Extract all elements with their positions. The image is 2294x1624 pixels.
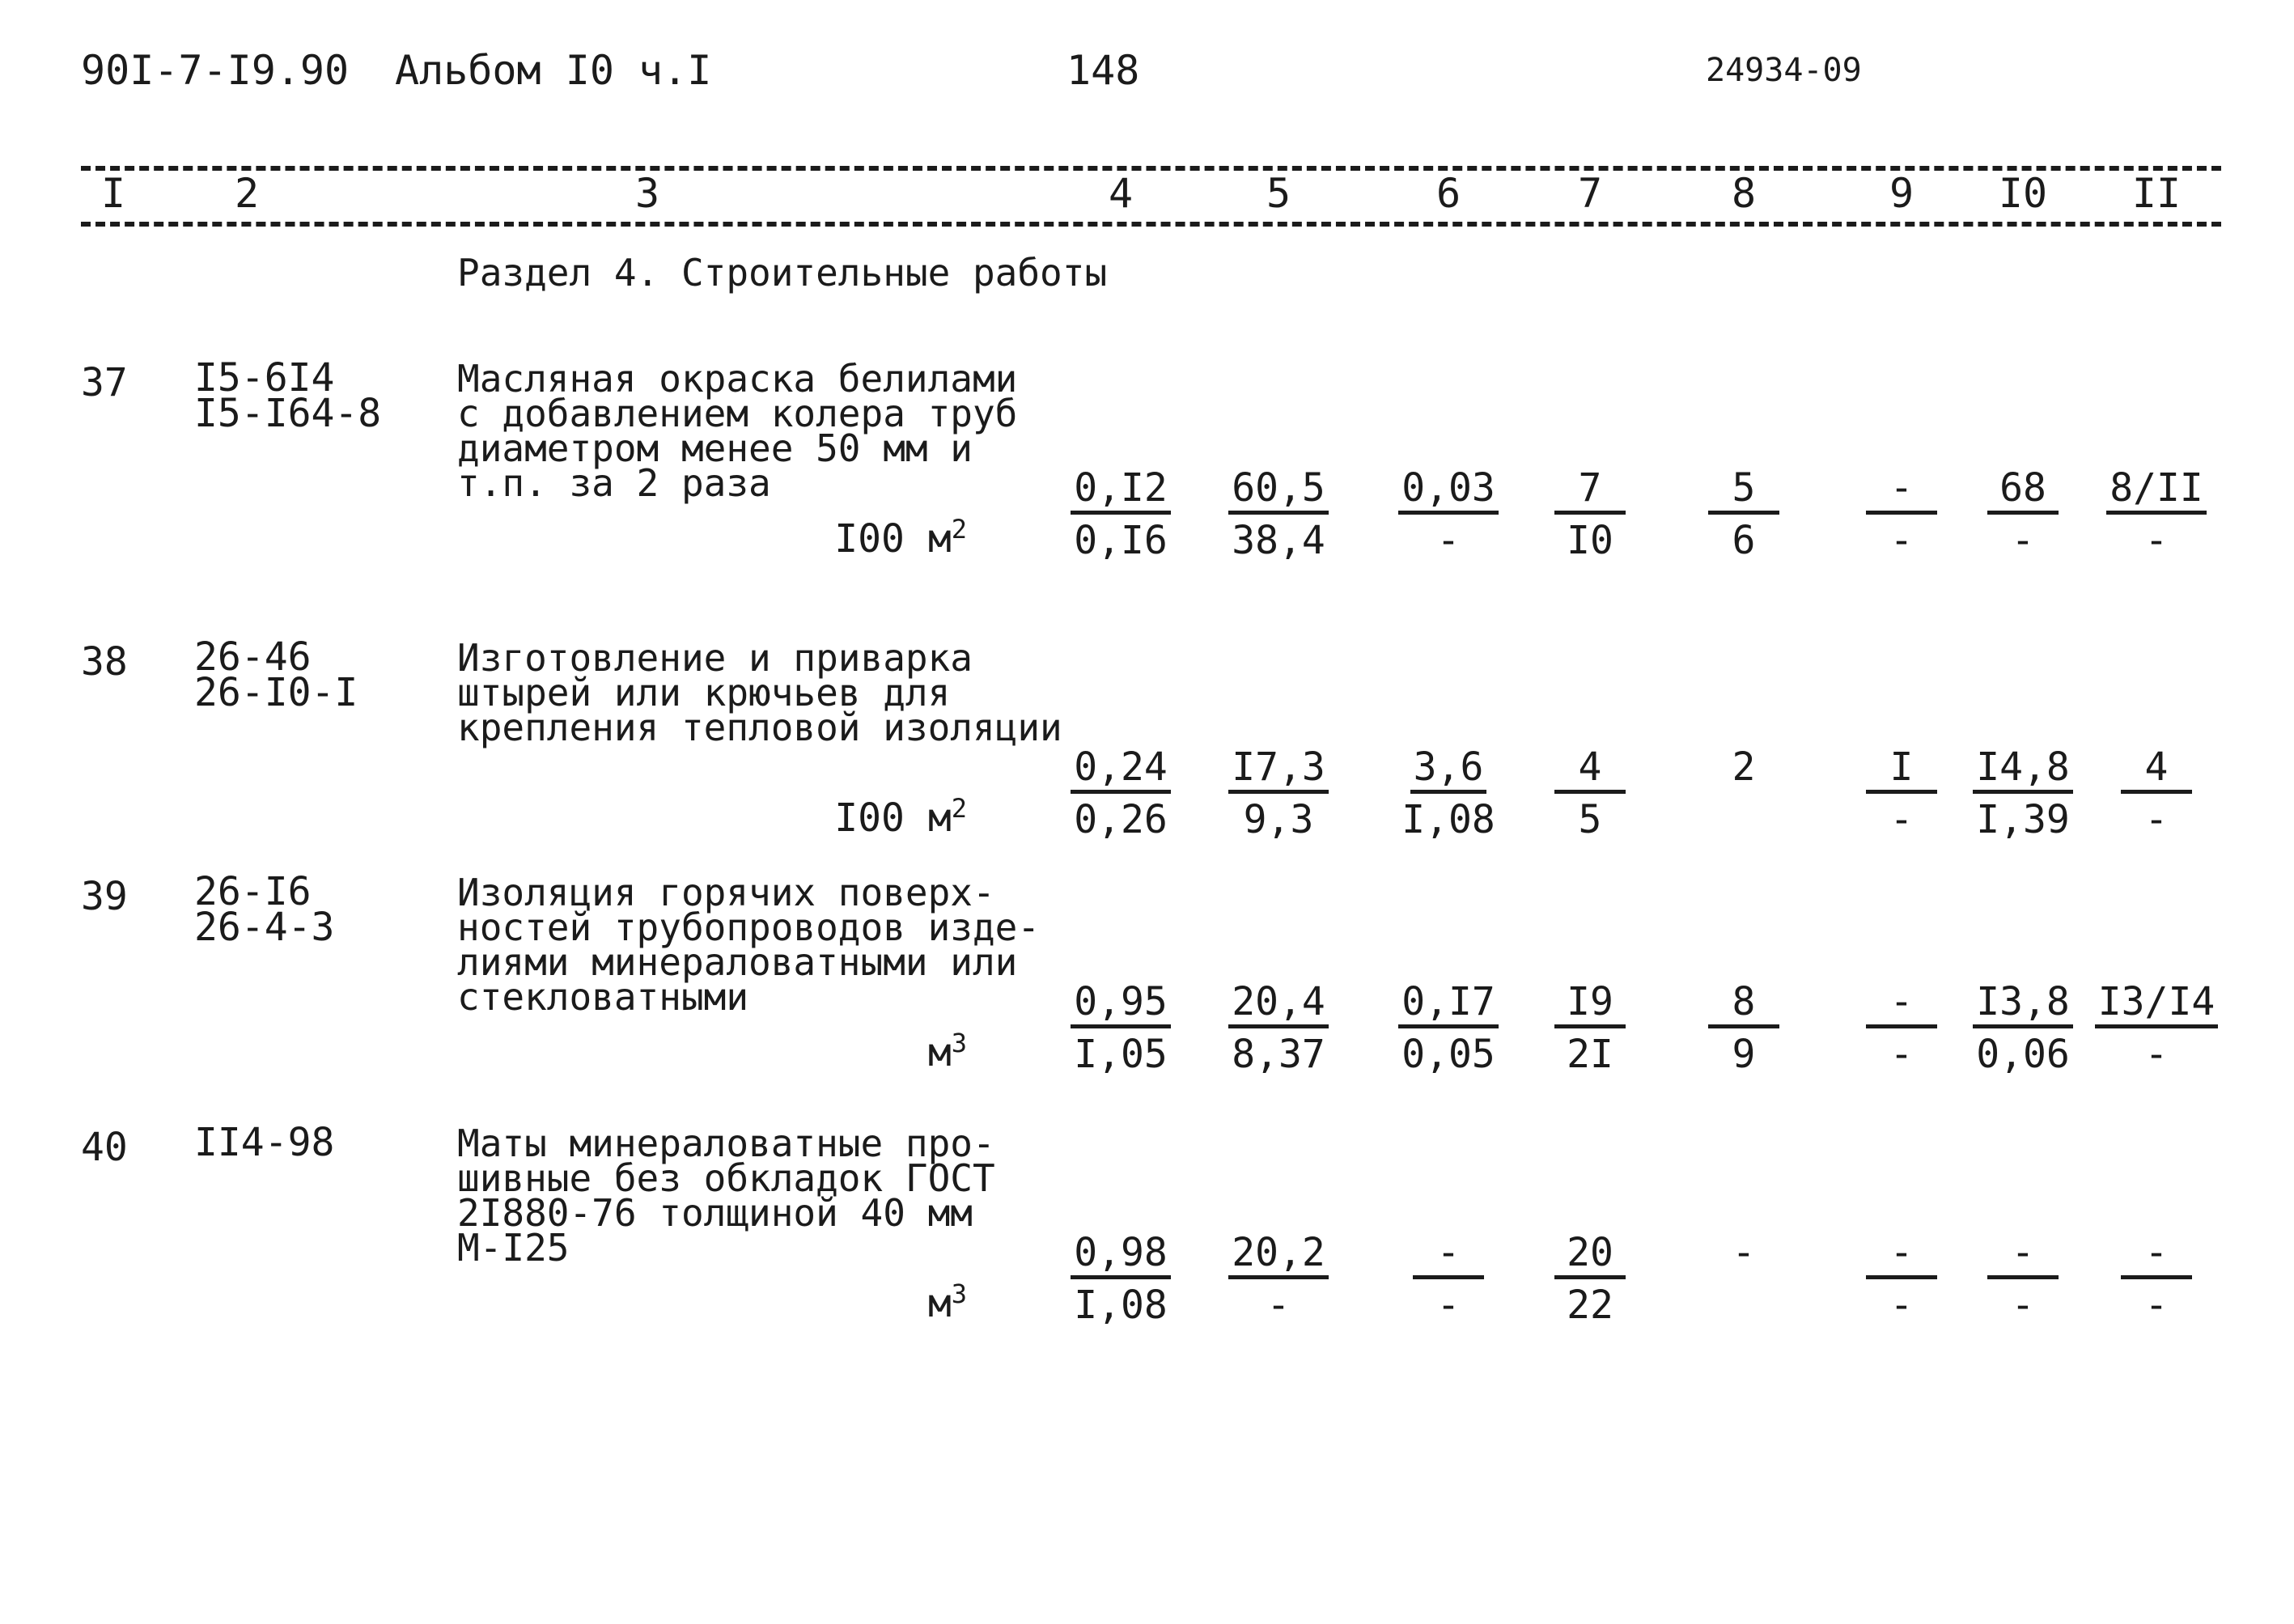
column-number-11: II <box>2131 170 2182 217</box>
column-number-4: 4 <box>1108 170 1134 217</box>
fraction-c4 <box>1052 1230 1189 1328</box>
numerator: - <box>1987 1230 2059 1279</box>
description-line: Маты минераловатные про- <box>457 1122 995 1165</box>
column-number-3: 3 <box>634 170 660 217</box>
fraction-c10 <box>1954 465 2092 563</box>
norm-code: I5-I64-8 <box>194 391 382 436</box>
fraction-c5 <box>1210 465 1347 563</box>
fraction-c5 <box>1210 1230 1347 1328</box>
numerator: 20,2 <box>1228 1230 1329 1279</box>
fraction-c4 <box>1052 979 1189 1077</box>
column-number-10: I0 <box>1998 170 2048 217</box>
denominator: - <box>2144 1283 2169 1328</box>
fraction-c9 <box>1833 465 1970 563</box>
numerator: 20,4 <box>1228 979 1329 1028</box>
description-line: крепления тепловой изоляции <box>457 706 1062 749</box>
numerator: 0,03 <box>1398 465 1499 515</box>
fraction-c6 <box>1380 1230 1517 1328</box>
numerator: 7 <box>1554 465 1626 515</box>
denominator: 0,06 <box>1976 1032 2070 1077</box>
denominator: I,08 <box>1074 1283 1168 1328</box>
description-line: 2I880-76 толщиной 40 мм <box>457 1191 973 1235</box>
fraction-c4 <box>1052 744 1189 842</box>
fraction-c9 <box>1833 744 1970 842</box>
description-line: Масляная окраска белилами <box>457 357 1018 401</box>
norm-code: 26-46 <box>194 634 312 680</box>
numerator: - <box>1866 465 1937 515</box>
numerator: I7,3 <box>1228 744 1329 794</box>
numerator: 0,98 <box>1071 1230 1171 1279</box>
denominator: I,39 <box>1976 797 2070 842</box>
fraction-c6 <box>1380 979 1517 1077</box>
fraction-c6 <box>1380 744 1517 842</box>
numerator: I3/I4 <box>2095 979 2219 1028</box>
numerator: 60,5 <box>1228 465 1329 515</box>
numerator: 4 <box>1554 744 1626 794</box>
work-description <box>457 357 1018 505</box>
fraction-c6 <box>1380 465 1517 563</box>
fraction-c11 <box>2088 744 2225 842</box>
work-description <box>457 636 1062 749</box>
row-number: 39 <box>81 874 128 919</box>
denominator: - <box>2011 518 2035 563</box>
fraction-c11 <box>2088 465 2225 563</box>
denominator: - <box>2144 1032 2169 1077</box>
unit-exponent: 2 <box>951 793 967 824</box>
denominator: 0,05 <box>1401 1032 1495 1077</box>
column-number-7: 7 <box>1577 170 1603 217</box>
norm-code: 26-I0-I <box>194 670 358 715</box>
denominator: 9,3 <box>1243 797 1314 842</box>
denominator: 22 <box>1567 1283 1613 1328</box>
denominator: - <box>1889 518 1914 563</box>
value-c8: 2 <box>1732 744 1756 790</box>
numerator: 5 <box>1708 465 1779 515</box>
fraction-c10 <box>1954 1230 2092 1328</box>
fraction-c5 <box>1210 744 1347 842</box>
norm-code: II4-98 <box>194 1120 335 1165</box>
numerator: - <box>1866 1230 1937 1279</box>
measure-unit <box>928 1278 967 1326</box>
description-line: штырей или крючьев для <box>457 671 951 714</box>
unit-text: I00 м <box>834 795 952 841</box>
numerator: - <box>1866 979 1937 1028</box>
denominator: 6 <box>1732 518 1756 563</box>
denominator: - <box>1889 797 1914 842</box>
work-description <box>457 871 1041 1019</box>
value-c8: - <box>1732 1230 1756 1275</box>
denominator: I,08 <box>1401 797 1495 842</box>
denominator: - <box>2011 1283 2035 1328</box>
numerator: 8 <box>1708 979 1779 1028</box>
denominator: - <box>2144 518 2169 563</box>
fraction-c8 <box>1675 979 1813 1077</box>
column-number-6: 6 <box>1435 170 1461 217</box>
numerator: 20 <box>1554 1230 1626 1279</box>
unit-text: м <box>927 1281 952 1326</box>
denominator: 0,26 <box>1074 797 1168 842</box>
unit-exponent: 3 <box>951 1028 967 1058</box>
denominator: - <box>2144 797 2169 842</box>
numerator: 4 <box>2121 744 2192 794</box>
unit-exponent: 2 <box>951 514 967 545</box>
description-line: лиями минераловатными или <box>457 940 1018 984</box>
numerator: - <box>1413 1230 1484 1279</box>
unit-exponent: 3 <box>951 1278 967 1309</box>
fraction-c10 <box>1954 979 2092 1077</box>
numerator: - <box>2121 1230 2192 1279</box>
denominator: 38,4 <box>1232 518 1325 563</box>
inventory-stamp: 24934-09 <box>1706 52 1862 89</box>
description-line: т.п. за 2 раза <box>457 461 771 505</box>
row-number: 40 <box>81 1125 128 1170</box>
numerator: I4,8 <box>1973 744 2073 794</box>
norm-codes <box>194 355 382 436</box>
fraction-c9 <box>1833 979 1970 1077</box>
denominator: - <box>1889 1032 1914 1077</box>
description-line: Изоляция горячих поверх- <box>457 871 995 914</box>
column-number-5: 5 <box>1266 170 1291 217</box>
denominator: 5 <box>1578 797 1602 842</box>
numerator: 68 <box>1987 465 2059 515</box>
numerator: 0,24 <box>1071 744 1171 794</box>
page-number: 148 <box>1066 47 1140 94</box>
column-number-2: 2 <box>234 170 260 217</box>
denominator: 0,I6 <box>1074 518 1168 563</box>
row-number: 38 <box>81 639 128 685</box>
denominator: 8,37 <box>1232 1032 1325 1077</box>
fraction-c11 <box>2088 979 2225 1077</box>
numerator: 3,6 <box>1410 744 1487 794</box>
fraction-c7 <box>1521 465 1659 563</box>
fraction-c8 <box>1675 465 1813 563</box>
measure-unit <box>928 1028 967 1075</box>
denominator: - <box>1436 518 1461 563</box>
fraction-c10 <box>1954 744 2092 842</box>
section-title: Раздел 4. Строительные работы <box>457 251 1108 295</box>
fraction-c5 <box>1210 979 1347 1077</box>
measure-unit <box>834 793 967 841</box>
denominator: - <box>1436 1283 1461 1328</box>
unit-text: I00 м <box>834 516 952 562</box>
work-description <box>457 1122 995 1270</box>
fraction-c4 <box>1052 465 1189 563</box>
description-line: Изготовление и приварка <box>457 636 973 680</box>
description-line: шивные без обкладок ГОСТ <box>457 1156 995 1200</box>
numerator: 0,I7 <box>1398 979 1499 1028</box>
denominator: - <box>1266 1283 1291 1328</box>
norm-code: 26-I6 <box>194 869 312 914</box>
norm-codes <box>194 1120 335 1165</box>
denominator: - <box>1889 1283 1914 1328</box>
numerator: I <box>1866 744 1937 794</box>
fraction-c7 <box>1521 744 1659 842</box>
measure-unit <box>834 514 967 562</box>
norm-codes <box>194 869 335 950</box>
description-line: ностей трубопроводов изде- <box>457 905 1041 949</box>
document-code: 90I-7-I9.90 <box>81 47 350 94</box>
numerator: I9 <box>1554 979 1626 1028</box>
numerator: 0,95 <box>1071 979 1171 1028</box>
numerator: I3,8 <box>1973 979 2073 1028</box>
norm-codes <box>194 634 358 715</box>
fraction-c7 <box>1521 979 1659 1077</box>
column-number-8: 8 <box>1731 170 1757 217</box>
description-line: стекловатными <box>457 975 749 1019</box>
column-number-1: I <box>100 170 126 217</box>
numerator: 8/II <box>2106 465 2207 515</box>
description-line: с добавлением колера труб <box>457 392 1018 435</box>
description-line: М-I25 <box>457 1226 570 1270</box>
denominator: I,05 <box>1074 1032 1168 1077</box>
fraction-c11 <box>2088 1230 2225 1328</box>
denominator: 2I <box>1567 1032 1613 1077</box>
column-number-9: 9 <box>1889 170 1914 217</box>
denominator: 9 <box>1732 1032 1756 1077</box>
description-line: диаметром менее 50 мм и <box>457 426 973 470</box>
norm-code: I5-6I4 <box>194 355 335 401</box>
numerator: 0,I2 <box>1071 465 1171 515</box>
header-bottom-rule <box>81 222 2221 227</box>
row-number: 37 <box>81 360 128 405</box>
norm-code: 26-4-3 <box>194 905 335 950</box>
fraction-c7 <box>1521 1230 1659 1328</box>
album-label: Альбом I0 ч.I <box>395 47 712 94</box>
unit-text: м <box>927 1030 952 1075</box>
fraction-c9 <box>1833 1230 1970 1328</box>
denominator: I0 <box>1567 518 1613 563</box>
